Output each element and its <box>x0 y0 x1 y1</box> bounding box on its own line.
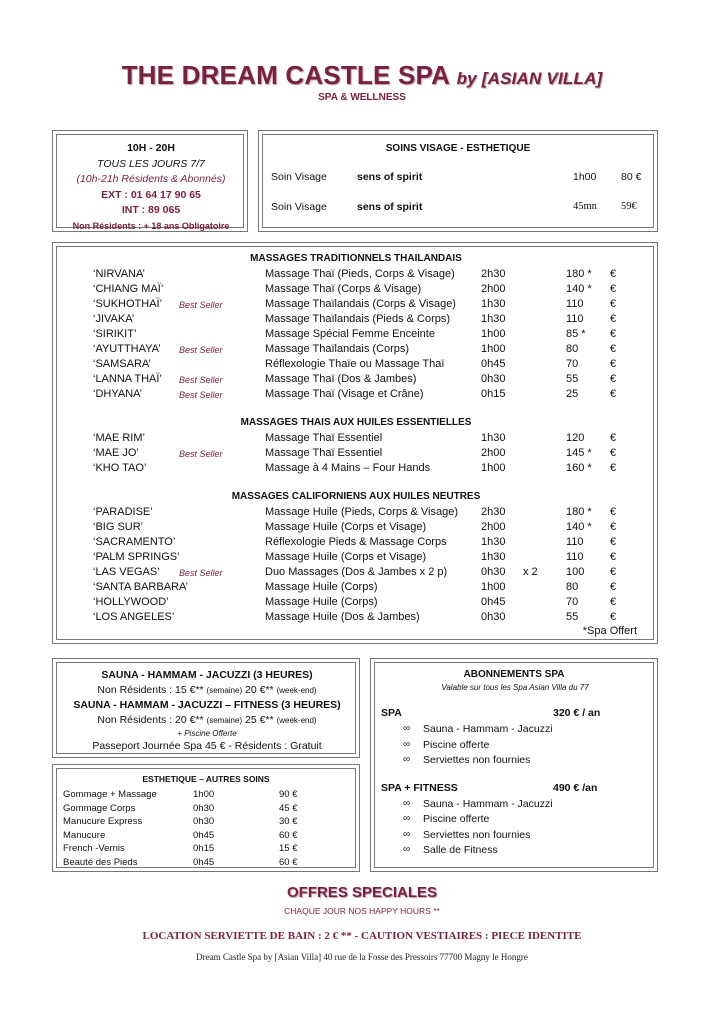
massage-price: 140 * <box>566 521 592 533</box>
massage-cur: € <box>610 373 617 385</box>
esthetique-price: 15 € <box>279 843 298 854</box>
esthetique-name: Beauté des Pieds <box>63 856 138 868</box>
massage-badge: Best Seller <box>179 568 223 578</box>
massage-duration: 0h45 <box>481 358 506 370</box>
massage-cur: € <box>610 581 617 593</box>
massage-row <box>53 358 659 373</box>
massage-row <box>53 313 659 328</box>
abonnement-item <box>371 739 657 753</box>
massage-row <box>53 581 659 596</box>
massage-duration: 1h30 <box>481 313 506 325</box>
massage-desc: Massage Thaï (Visage et Crâne) <box>265 388 424 400</box>
massage-name: ‘BIG SUR’ <box>93 521 144 533</box>
esthetique-row <box>53 843 359 857</box>
massage-desc: Massage à 4 Mains – Four Hands <box>265 462 431 474</box>
massage-desc: Massage Huile (Dos & Jambes) <box>265 611 420 623</box>
esthetique-price: 45 € <box>279 802 298 814</box>
massage-duration: 0h15 <box>481 388 506 400</box>
abonnement-item-label: Piscine offerte <box>423 738 490 751</box>
infinity-icon: ∞ <box>403 828 411 840</box>
abonnements-subtitle: Valable sur tous les Spa Asian Villa du 77 <box>441 683 589 692</box>
massage-desc: Massage Thaï (Dos & Jambes) <box>265 373 417 385</box>
abonnement-plan-header <box>371 707 657 721</box>
massage-cur: € <box>610 521 617 533</box>
abonnement-item <box>371 798 657 812</box>
massage-desc: Massage Huile (Corps) <box>265 581 378 593</box>
massage-name: ‘PARADISE’ <box>93 506 153 518</box>
massage-row <box>53 521 659 536</box>
massage-name: ‘SUKHOTHAÏ’ <box>93 298 163 310</box>
infinity-icon: ∞ <box>403 723 411 734</box>
abonnement-item <box>371 813 657 827</box>
massage-name: ‘AYUTTHAYA’ <box>93 343 161 355</box>
piscine-offerte: + Piscine Offerte <box>177 729 237 738</box>
hours-box <box>52 130 248 232</box>
massage-cur: € <box>610 343 617 355</box>
massage-price: 70 <box>566 596 579 608</box>
sauna-title: SAUNA - HAMMAM - JACUZZI (3 HEURES) <box>101 669 313 681</box>
massage-duration: 1h00 <box>481 462 506 474</box>
esthetique-duration: 0h30 <box>193 802 215 814</box>
offres-title: OFFRES SPECIALES <box>286 884 438 901</box>
massage-duration: 1h00 <box>481 343 506 355</box>
massage-duration: 2h00 <box>481 447 506 459</box>
offres-subtitle: CHAQUE JOUR NOS HAPPY HOURS ** <box>284 906 440 916</box>
massage-badge: Best Seller <box>179 375 223 385</box>
massage-name: ‘SACRAMENTO’ <box>93 536 176 548</box>
massage-duration: 2h00 <box>481 283 506 295</box>
esthetique-name: Gommage + Massage <box>63 789 157 800</box>
massage-duration: 0h30 <box>481 566 506 578</box>
massage-name: ‘DHYANA’ <box>93 388 143 400</box>
soins-visage-title: SOINS VISAGE - ESTHETIQUE <box>385 143 531 154</box>
abonnement-plan-header <box>371 782 657 796</box>
abonnement-item-label: Sauna - Hammam - Jacuzzi <box>423 797 553 810</box>
massage-duration: 1h00 <box>481 581 506 593</box>
hours-days: TOUS LES JOURS 7/7 <box>97 157 205 170</box>
massage-row <box>53 283 659 298</box>
massage-name: ‘SIRIKIT’ <box>93 328 137 340</box>
massage-cur: € <box>610 328 617 340</box>
abonnement-item-label: Sauna - Hammam - Jacuzzi <box>423 723 553 735</box>
abonnement-item-label: Salle de Fitness <box>423 844 498 856</box>
esthetique-row <box>53 857 359 871</box>
massage-cur: € <box>610 506 617 518</box>
page-title <box>0 60 724 91</box>
massage-name: ‘NIRVANA’ <box>93 268 145 280</box>
massage-row <box>53 536 659 551</box>
massage-cur: € <box>610 447 617 459</box>
esthetique-duration: 0h45 <box>193 829 215 841</box>
massage-price: 110 <box>566 313 584 325</box>
massage-name: ‘SANTA BARBARA’ <box>93 581 188 593</box>
esthetique-row <box>53 816 359 830</box>
esthetique-price: 60 € <box>279 856 298 868</box>
massage-extra: x 2 <box>523 566 538 578</box>
massage-row <box>53 343 659 358</box>
massage-duration: 0h30 <box>481 611 506 623</box>
massage-price: 180 * <box>566 506 592 518</box>
massage-desc: Massage Thaï Essentiel <box>265 447 383 459</box>
massage-row <box>53 551 659 566</box>
page-subtitle: SPA & WELLNESS <box>318 92 406 103</box>
massage-row <box>53 373 659 388</box>
massage-price: 110 <box>566 536 584 548</box>
infinity-icon: ∞ <box>403 797 411 809</box>
massage-cur: € <box>610 566 617 578</box>
massage-duration: 2h00 <box>481 521 506 533</box>
esthetique-name: Manucure <box>63 829 106 841</box>
massage-desc: Massage Huile (Corps et Visage) <box>265 521 427 533</box>
soin-row: Soin Visage sens of spirit 45mn 59€ <box>271 201 637 213</box>
spa-offert-footnote: *Spa Offert <box>582 625 637 637</box>
massage-price: 85 * <box>566 328 586 340</box>
massage-desc: Massage Huile (Corps et Visage) <box>265 551 427 563</box>
massage-duration: 1h30 <box>481 432 506 444</box>
esthetique-price: 90 € <box>279 789 298 800</box>
abonnement-item-label: Serviettes non fournies <box>423 754 531 766</box>
massage-row <box>53 596 659 611</box>
esthetique-name: French -Vernis <box>63 843 125 854</box>
address: Dream Castle Spa by [Asian Villa] 40 rue de la Fosse des Pressoirs 77700 Magny le Hongre <box>196 952 528 962</box>
massage-duration: 1h30 <box>481 298 506 310</box>
massage-price: 100 <box>566 566 585 578</box>
massage-row <box>53 611 659 626</box>
esthetique-duration: 1h00 <box>193 789 215 800</box>
abonnements-title: ABONNEMENTS SPA <box>463 669 565 680</box>
hours-time: 10H - 20H <box>127 142 175 154</box>
massage-duration: 1h00 <box>481 328 506 340</box>
massage-cur: € <box>610 596 617 608</box>
abonnement-item <box>371 754 657 768</box>
massage-duration: 0h30 <box>481 373 506 385</box>
massage-badge: Best Seller <box>179 449 223 459</box>
esthetique-duration: 0h15 <box>193 843 215 854</box>
massage-section-title: MASSAGES CALIFORNIENS AUX HUILES NEUTRES <box>231 491 481 502</box>
passeport-line: Passeport Journée Spa 45 € - Résidents : Gratuit <box>92 740 322 752</box>
massage-price: 80 <box>566 343 579 355</box>
esthetique-duration: 0h30 <box>193 816 215 827</box>
massage-cur: € <box>610 283 617 295</box>
massage-name: ‘SAMSARA’ <box>93 358 151 370</box>
massage-name: ‘PALM SPRINGS’ <box>93 551 180 563</box>
hours-residents: (10h-21h Résidents & Abonnés) <box>76 173 226 185</box>
infinity-icon: ∞ <box>403 738 411 750</box>
massage-name: ‘LOS ANGELES’ <box>93 611 175 623</box>
massage-row <box>53 462 659 477</box>
massage-price: 55 <box>566 611 579 623</box>
massage-section-title: MASSAGES TRADITIONNELS THAILANDAIS <box>250 253 462 264</box>
abonnement-plan-price: 490 € /an <box>553 781 598 794</box>
massage-cur: € <box>610 358 617 370</box>
massage-price: 70 <box>566 358 579 370</box>
massage-price: 145 * <box>566 447 592 459</box>
massage-badge: Best Seller <box>179 345 223 355</box>
esthetique-price: 30 € <box>279 816 298 827</box>
massage-duration: 2h30 <box>481 268 506 280</box>
massage-name: ‘MAE RIM’ <box>93 432 145 444</box>
abonnement-item-label: Serviettes non fournies <box>423 828 531 841</box>
massage-price: 120 <box>566 432 585 444</box>
massage-name: ‘JIVAKA’ <box>93 313 135 325</box>
massage-price: 140 * <box>566 283 592 295</box>
massage-price: 55 <box>566 373 579 385</box>
infinity-icon: ∞ <box>403 844 411 855</box>
massage-duration: 2h30 <box>481 506 506 518</box>
massage-price: 110 <box>566 551 584 563</box>
esthetique-duration: 0h45 <box>193 856 215 868</box>
massage-desc: Massage Thaïlandais (Corps & Visage) <box>265 298 456 310</box>
massage-duration: 1h30 <box>481 551 506 563</box>
phone-ext: EXT : 01 64 17 90 65 <box>101 188 201 201</box>
title-by: by [ASIAN VILLA] <box>456 69 603 88</box>
massage-price: 25 <box>566 388 579 400</box>
massage-duration: 1h30 <box>481 536 506 548</box>
massage-row <box>53 328 659 343</box>
massage-row <box>53 388 659 403</box>
esthetique-price: 60 € <box>279 829 298 841</box>
massage-name: ‘KHO TAO’ <box>93 462 147 474</box>
massage-desc: Duo Massages (Dos & Jambes x 2 p) <box>265 566 448 578</box>
infinity-icon: ∞ <box>403 754 411 765</box>
massage-row <box>53 298 659 313</box>
massage-desc: Massage Huile (Corps) <box>265 596 378 608</box>
esthetique-name: Manucure Express <box>63 816 143 827</box>
massage-row <box>53 447 659 462</box>
esthetique-row <box>53 803 359 817</box>
massage-desc: Massage Thaï (Pieds, Corps & Visage) <box>265 268 455 280</box>
massage-price: 80 <box>566 581 579 593</box>
massage-cur: € <box>610 268 617 280</box>
soins-visage-box <box>258 130 658 232</box>
massage-duration: 0h45 <box>481 596 506 608</box>
massage-cur: € <box>610 432 617 444</box>
massage-name: ‘LANNA THAÏ’ <box>93 373 162 385</box>
esthetique-box <box>52 764 360 872</box>
abonnement-plan-name: SPA <box>381 707 402 719</box>
infinity-icon: ∞ <box>403 813 411 824</box>
massage-cur: € <box>610 462 617 474</box>
massage-price: 110 <box>566 298 584 310</box>
massage-cur: € <box>610 536 617 548</box>
massage-desc: Massage Thaïlandais (Corps) <box>265 343 410 355</box>
abonnement-item <box>371 723 657 737</box>
massage-desc: Réflexologie Pieds & Massage Corps <box>265 536 447 548</box>
abonnement-item-label: Piscine offerte <box>423 813 490 825</box>
esthetique-name: Gommage Corps <box>63 802 136 814</box>
esthetique-row <box>53 789 359 803</box>
abonnement-plan-name: SPA + FITNESS <box>381 781 458 794</box>
massage-badge: Best Seller <box>179 300 223 310</box>
sauna-fitness-title: SAUNA - HAMMAM - JACUZZI – FITNESS (3 HEURES) <box>73 699 341 711</box>
massage-name: ‘HOLLYWOOD’ <box>93 596 169 608</box>
esthetique-title: ESTHETIQUE – AUTRES SOINS <box>142 774 270 784</box>
abonnement-plan-price: 320 € / an <box>553 707 601 719</box>
massage-price: 180 * <box>566 268 592 280</box>
massage-cur: € <box>610 298 617 310</box>
massage-cur: € <box>610 551 617 563</box>
sauna-price-line: Non Résidents : 15 €** (semaine) 20 €** (week-end) <box>97 684 317 696</box>
massage-desc: Réflexologie Thaïe ou Massage Thaï <box>265 358 445 370</box>
abonnement-item <box>371 844 657 858</box>
massage-row <box>53 506 659 521</box>
massages-box <box>52 242 658 644</box>
massage-desc: Massage Spécial Femme Enceinte <box>265 328 435 340</box>
hours-non-residents: Non Résidents : + 18 ans Obligatoire <box>72 220 230 231</box>
massage-desc: Massage Huile (Pieds, Corps & Visage) <box>265 506 458 518</box>
massage-badge: Best Seller <box>179 390 223 400</box>
location-serviette: LOCATION SERVIETTE DE BAIN : 2 € ** - CAUTION VESTIAIRES : PIECE IDENTITE <box>142 930 582 942</box>
massage-row <box>53 268 659 283</box>
soin-row: Soin Visage sens of spirit 1h00 80 € <box>271 171 642 183</box>
title-main: THE DREAM CASTLE SPA <box>121 60 450 90</box>
abonnement-item <box>371 829 657 843</box>
massage-section-title: MASSAGES THAIS AUX HUILES ESSENTIELLES <box>240 417 472 428</box>
massage-row <box>53 432 659 447</box>
sauna-box <box>52 658 360 758</box>
massage-name: ‘LAS VEGAS’ <box>93 566 160 578</box>
massage-cur: € <box>610 611 617 623</box>
massage-desc: Massage Thaï (Corps & Visage) <box>265 283 422 295</box>
sauna-fitness-price-line: Non Résidents : 20 €** (semaine) 25 €** (week-end) <box>97 714 317 726</box>
massage-price: 160 * <box>566 462 592 474</box>
massage-cur: € <box>610 388 617 400</box>
massage-row <box>53 566 659 581</box>
massage-desc: Massage Thaï Essentiel <box>265 432 383 444</box>
massage-desc: Massage Thaïlandais (Pieds & Corps) <box>265 313 451 325</box>
massage-name: ‘MAE JO’ <box>93 447 139 459</box>
massage-name: ‘CHIANG MAÏ’ <box>93 283 164 295</box>
abonnements-box <box>370 658 658 872</box>
phone-int: INT : 89 065 <box>121 204 181 216</box>
esthetique-row <box>53 830 359 844</box>
massage-cur: € <box>610 313 617 325</box>
